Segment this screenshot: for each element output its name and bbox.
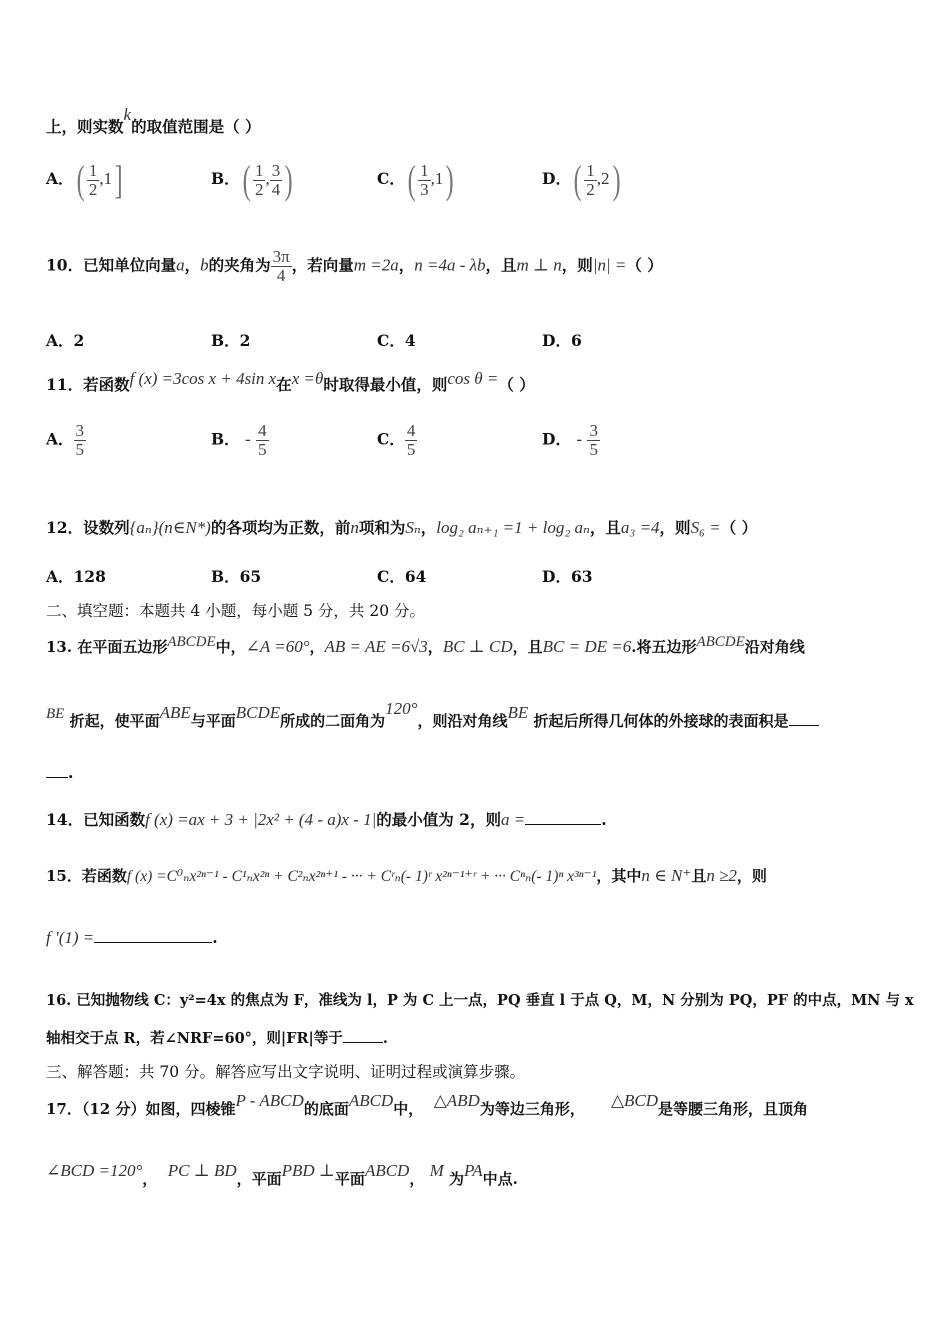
q12-option-b: B．65 <box>211 567 262 586</box>
q15-stem: 15．若函数f (x) =C⁰ₙx²ⁿ⁻¹ - C¹ₙx²ⁿ + C²ₙx²ⁿ⁺¹ - ··· + Cʳₙ(- 1)ʳ x²ⁿ⁻¹⁺ʳ + ··· Cⁿₙ(- 1)ⁿ x³ⁿ⁻¹，其中n ∈ N⁺且n ≥2，则 <box>46 866 767 885</box>
q11-option-d: D． - $\frac{3}{5}$ <box>542 421 598 459</box>
q13-line2: BE 折起，使平面ABE与平面BCDE所成的二面角为120°，则沿对角线BE 折起后所得几何体的外接球的表面积是 <box>46 710 819 731</box>
q13-line1: 13. 在平面五边形ABCDE中，∠A =60°，AB = AE =6√3，BC ⊥ CD，且BC = DE =6.将五边形ABCDE沿对角线 <box>46 634 805 656</box>
section-2-heading: 二、填空题：本题共 4 小题，每小题 5 分，共 20 分。 <box>46 602 426 620</box>
q17-line2: ∠BCD =120°， PC ⊥ BD，平面PBD ⊥平面ABCD， M 为PA中点. <box>46 1161 518 1188</box>
q17-line1: 17．（12 分）如图，四棱锥P - ABCD的底面ABCD中， △ABD为等边三角形， △BCD是等腰三角形，且顶角 <box>46 1091 809 1118</box>
q12-option-a: A．128 <box>46 567 106 586</box>
q16-answer-blank[interactable] <box>343 1028 383 1043</box>
q10-option-b: B．2 <box>211 331 251 350</box>
q11-option-a: A． $\frac{3}{5}$ <box>46 421 85 459</box>
q9-var-k: k <box>123 105 132 124</box>
q9-option-c: C．( $\frac{1}{3}$ ,1) <box>377 157 455 202</box>
q15-answer-blank[interactable] <box>94 928 212 943</box>
q10-option-d: D．6 <box>542 331 582 350</box>
q9-stem: 上，则实数k的取值范围是（ ） <box>46 105 261 136</box>
q10-option-c: C．4 <box>377 331 416 350</box>
q9-option-b: B．( $\frac{1}{2}$ , $\frac{3}{4}$ ) <box>211 157 293 202</box>
q11-stem: 11．若函数f (x) =3cos x + 4sin x在x =θ时取得最小值，则cos θ =（ ） <box>46 369 535 394</box>
q11-option-b: B． - $\frac{4}{5}$ <box>211 421 267 459</box>
q10-option-a: A．2 <box>46 331 85 350</box>
q9-option-a: A．( $\frac{1}{2}$ ,1] <box>46 157 123 202</box>
q12-stem: 12．设数列{aₙ}(n∈N*)的各项均为正数，前n项和为Sₙ，log₂ aₙ₊₁ =1 + log₂ aₙ，且a₃ =4，则S₆ =（ ） <box>46 518 758 537</box>
q10-stem: 10．已知单位向量a，b的夹角为 $\frac{3\pi}{4}$ ，若向量m =2a，n =4a - λb，且m ⊥ n，则|n| =（ ） <box>46 247 663 285</box>
q14-answer-blank[interactable] <box>525 810 601 825</box>
q16-line2: 轴相交于点 R，若∠NRF=60°，则|FR|等于 . <box>46 1030 388 1047</box>
q12-option-c: C．64 <box>377 567 427 586</box>
q12-option-d: D．63 <box>542 567 593 586</box>
q13-answer-blank[interactable] <box>789 711 819 726</box>
q15-answer-line: f ′(1) = . <box>46 928 218 947</box>
section-3-heading: 三、解答题：共 70 分。解答应写出文字说明、证明过程或演算步骤。 <box>46 1063 526 1081</box>
q11-option-c: C． $\frac{4}{5}$ <box>377 421 416 459</box>
q13-line3: . <box>46 763 73 782</box>
q9-option-d: D．( $\frac{1}{2}$ ,2) <box>542 157 621 202</box>
q16-line1: 16. 已知抛物线 C：y²=4x 的焦点为 F，准线为 l，P 为 C 上一点，PQ 垂直 l 于点 Q，M，N 分别为 PQ，PF 的中点，MN 与 x <box>46 992 914 1009</box>
q14-stem: 14．已知函数f (x) =ax + 3 + |2x² + (4 - a)x - 1|的最小值为 2，则a = . <box>46 810 607 829</box>
q13-answer-blank-cont[interactable] <box>46 763 68 778</box>
